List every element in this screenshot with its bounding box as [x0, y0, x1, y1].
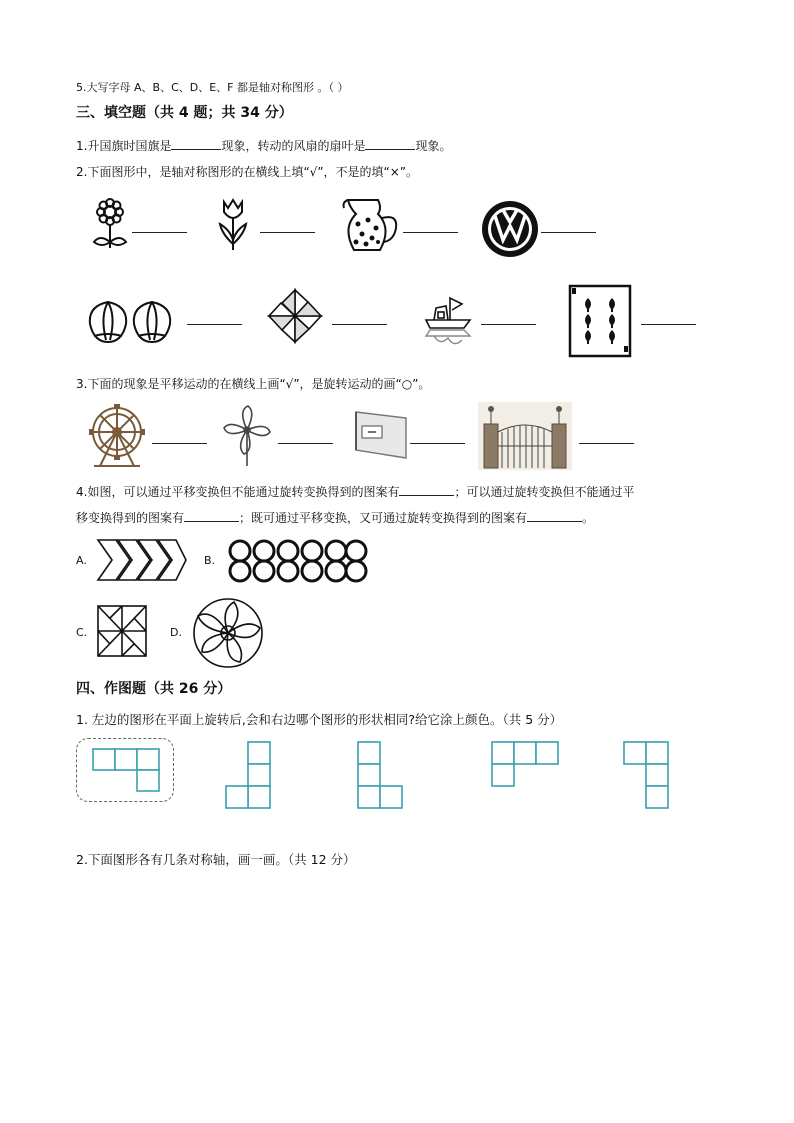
fill-question-4-line-1	[76, 484, 634, 500]
chevron-pattern-figure	[96, 538, 188, 582]
option-shape-3[interactable]	[490, 740, 562, 788]
jug-figure	[338, 194, 400, 258]
question-5-true-false: 5.大写字母 A、B、C、D、E、F 都是轴对称图形 。（ ）	[76, 81, 349, 94]
vw-logo-figure	[481, 200, 539, 258]
playing-card-figure	[568, 284, 632, 358]
answer-blank-drawer[interactable]	[410, 443, 465, 444]
q1-text-1: 1.升国旗时国旗是	[76, 139, 172, 153]
answer-blank-vw-logo[interactable]	[541, 232, 596, 233]
q4-blank-2[interactable]	[184, 510, 239, 522]
pinwheel-figure	[264, 288, 326, 344]
petal-swirl-figure	[190, 596, 266, 670]
q4-text-4: ；既可通过平移变换，又可通过旋转变换得到的图案有	[239, 511, 528, 525]
ferris-wheel-figure	[84, 402, 150, 470]
q4-text-2: ；可以通过旋转变换但不能通过平	[454, 485, 635, 499]
option-c-label: C.	[76, 626, 88, 639]
q4-text-3: 移变换得到的图案有	[76, 511, 185, 525]
answer-blank-tulip[interactable]	[260, 232, 315, 233]
drawer-figure	[354, 410, 408, 460]
drawing-question-2: 2.下面图形各有几条对称轴，画一画。（共 12 分）	[76, 852, 356, 867]
option-a-label: A.	[76, 554, 87, 567]
answer-blank-ship[interactable]	[481, 324, 536, 325]
section-3-title: 三、填空题（共 4 题；共 34 分）	[76, 105, 293, 121]
chain-pattern-figure	[226, 538, 368, 584]
option-b-label: B.	[204, 554, 216, 567]
q4-text-5: 。	[582, 511, 595, 525]
q1-text-2: 现象，转动的风扇的扇叶是	[221, 139, 366, 153]
answer-blank-peaches[interactable]	[187, 324, 242, 325]
option-shape-1[interactable]	[224, 740, 274, 810]
option-d-label: D.	[170, 626, 182, 639]
q4-blank-1[interactable]	[399, 484, 454, 496]
answer-blank-pinwheel[interactable]	[332, 324, 387, 325]
fill-question-1	[76, 138, 451, 154]
option-shape-4[interactable]	[622, 740, 672, 810]
q1-blank-2[interactable]	[365, 138, 415, 150]
ship-reflection-figure	[420, 290, 476, 350]
fan-figure	[222, 404, 272, 468]
answer-blank-flower[interactable]	[132, 232, 187, 233]
answer-blank-card[interactable]	[641, 324, 696, 325]
twin-peaches-figure	[86, 296, 174, 346]
answer-blank-gate[interactable]	[579, 443, 634, 444]
option-shape-2[interactable]	[356, 740, 406, 810]
answer-blank-fan[interactable]	[278, 443, 333, 444]
triangle-pinwheel-figure	[96, 604, 148, 658]
q4-text-1: 4.如图，可以通过平移变换但不能通过旋转变换得到的图案有	[76, 485, 400, 499]
source-shape	[92, 748, 164, 794]
q1-text-3: 现象。	[415, 139, 452, 153]
fill-question-3: 3.下面的现象是平移运动的在横线上画“√”，是旋转运动的画“○”。	[76, 377, 431, 391]
answer-blank-jug[interactable]	[403, 232, 458, 233]
tulip-figure	[216, 196, 250, 254]
section-4-title: 四、作图题（共 26 分）	[76, 681, 232, 697]
answer-blank-ferris-wheel[interactable]	[152, 443, 207, 444]
q1-blank-1[interactable]	[171, 138, 221, 150]
drawing-question-1: 1. 左边的图形在平面上旋转后,会和右边哪个图形的形状相同?给它涂上颜色。（共 5 分）	[76, 712, 563, 727]
gate-figure	[478, 402, 572, 470]
flower-figure	[90, 198, 130, 254]
q4-blank-3[interactable]	[527, 510, 582, 522]
fill-question-4-line-2	[76, 510, 594, 526]
fill-question-2: 2.下面图形中，是轴对称图形的在横线上填“√”，不是的填“×”。	[76, 165, 419, 179]
